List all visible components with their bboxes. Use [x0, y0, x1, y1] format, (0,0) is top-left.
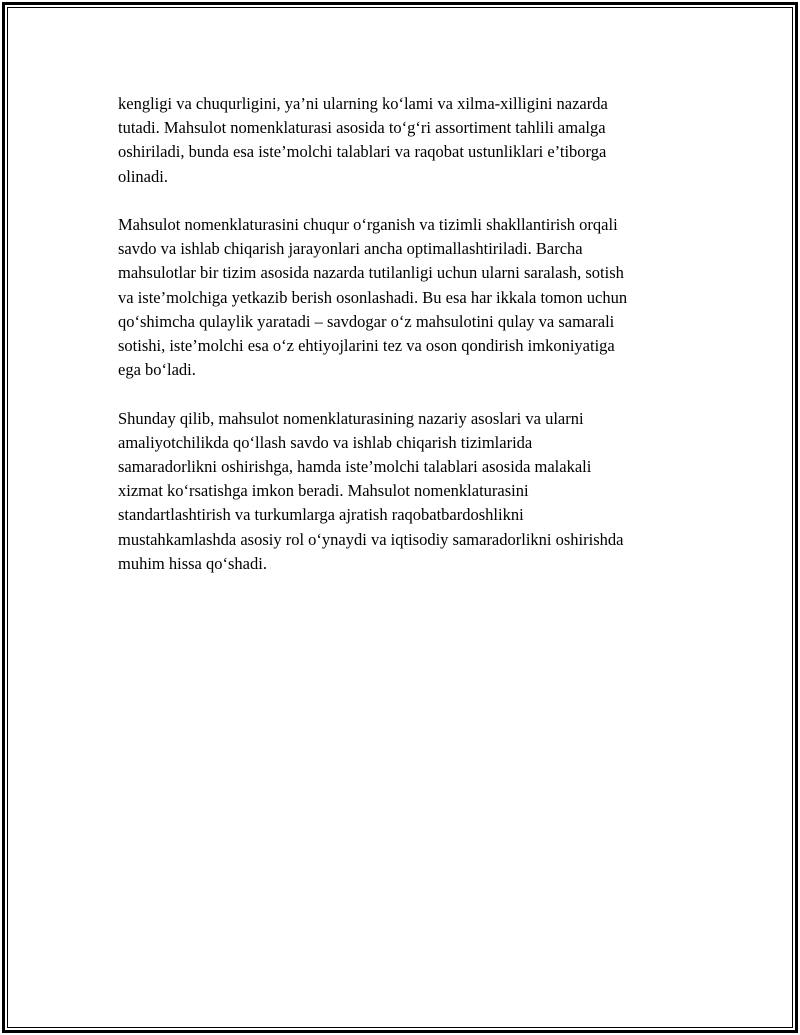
paragraph-spacer — [118, 189, 698, 213]
document-body — [118, 92, 698, 576]
paragraph-spacer — [118, 382, 698, 406]
paragraph-2: Mahsulot nomenklaturasini chuqur o‘rganish va tizimli shakllantirish orqali savdo va ishlab chiqarish jarayonlari ancha optimallashtiriladi. Barcha mahsulotlar bir tizim asosida nazarda tutilanligi uchun ularni saralash, sotish va iste’molchiga yetkazib berish osonlashadi. Bu esa har ikkala tomon uchun qo‘shimcha qulaylik yaratadi – savdogar o‘z mahsulotini qulay va samarali sotishi, iste’molchi esa o‘z ehtiyojlarini tez va oson qondirish imkoniyatiga ega bo‘ladi. — [118, 215, 628, 380]
paragraph-3: Shunday qilib, mahsulot nomenklaturasining nazariy asoslari va ularni amaliyotchilikda qo‘llash savdo va ishlab chiqarish tizimlarida samaradorlikni oshirishga, hamda iste’molchi talablari asosida malakali xizmat ko‘rsatishga imkon beradi. Mahsulot nomenklaturasini standartlashtirish va turkumlarga ajratish raqobatbardoshlikni mustahkamlashda asosiy rol o‘ynaydi va iqtisodiy samaradorlikni oshirishda muhim hissa qo‘shadi. — [118, 408, 624, 573]
paragraph-1: kengligi va chuqurligini, ya’ni ularning ko‘lami va xilma-xilligini nazarda tutadi. Mahsulot nomenklaturasi asosida to‘g‘ri assortiment tahlili amalga oshiriladi, bunda esa iste’molchi talablari va raqobat ustunliklari e’tiborga olinadi. — [118, 94, 608, 186]
